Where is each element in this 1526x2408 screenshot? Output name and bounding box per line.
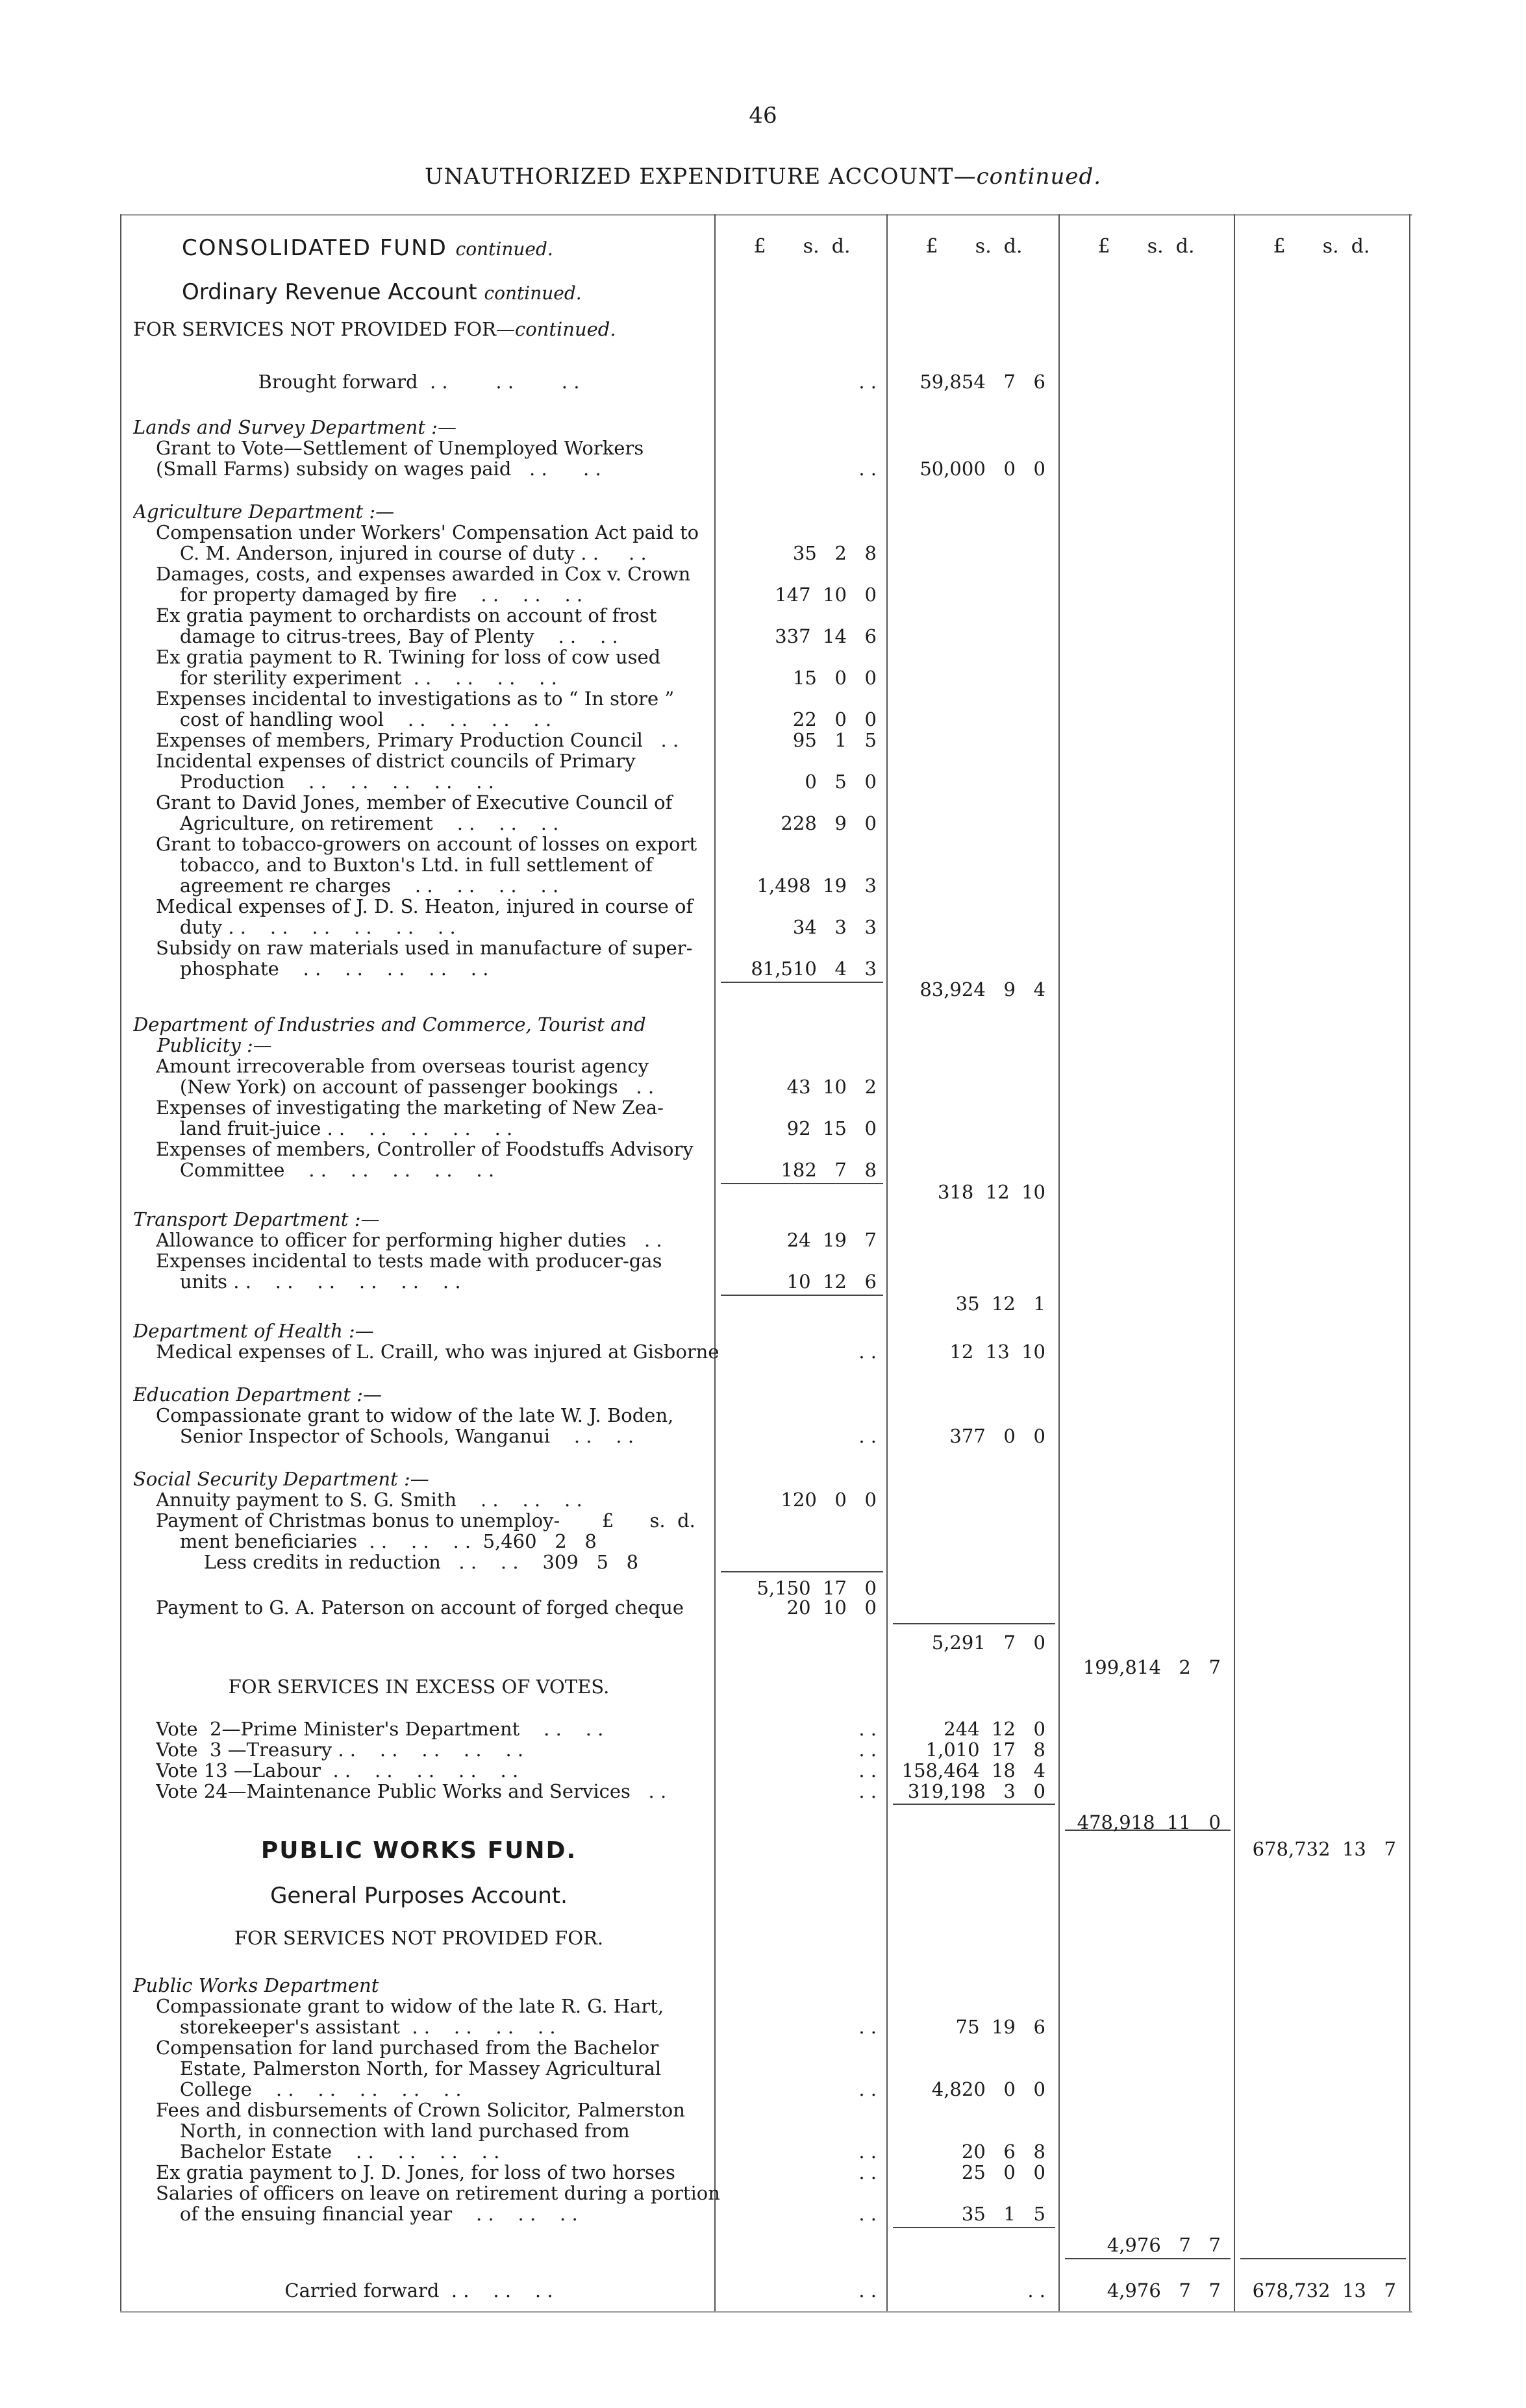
column-header-2: £ s. d. [925, 235, 1023, 258]
ledger-row [0, 583, 1526, 606]
row-description: of the ensuing financial year . . . . . . [156, 2203, 578, 2225]
subtotal-rule [893, 1804, 1055, 1805]
public-works-heading: PUBLIC WORKS FUND. [260, 1837, 577, 1864]
ledger-row [0, 1249, 1526, 1272]
ledger-row [0, 895, 1526, 918]
ledger-row [0, 1759, 1526, 1782]
amount-c1: . . [858, 2279, 877, 2302]
ledger-row [0, 2015, 1526, 2039]
row-description: Grant to tobacco-growers on account of losses on export [156, 833, 697, 855]
ledger-row [0, 1811, 1526, 1834]
amount-c1: 1,498 19 3 [757, 875, 877, 897]
row-description: Allowance to officer for performing higher duties . . [156, 1229, 662, 1251]
amount-c1: 228 9 0 [781, 812, 877, 834]
amount-c4: 678,732 13 7 [1252, 1838, 1396, 1860]
ledger-row [0, 957, 1526, 980]
account-heading-suffix: continued. [484, 282, 582, 304]
row-description: Compassionate grant to widow of the late W. J. Boden, [156, 1404, 674, 1426]
subtotal-rule [1065, 2258, 1231, 2259]
row-description: Expenses of investigating the marketing of New Zea- [156, 1097, 664, 1119]
column-header-4: £ s. d. [1273, 235, 1370, 258]
subtotal-rule [893, 1623, 1055, 1624]
ledger-row [0, 1550, 1526, 1574]
amount-c1: . . [858, 2078, 877, 2100]
ledger-row [0, 416, 1526, 439]
amount-c1: 35 2 8 [792, 542, 877, 564]
row-description: FOR SERVICES IN EXCESS OF VOTES. [228, 1676, 610, 1698]
row-description: Production . . . . . . . . . . [156, 771, 494, 793]
ledger-row [0, 749, 1526, 773]
amount-c1: 43 10 2 [786, 1076, 877, 1098]
row-description: Publicity :— [133, 1034, 272, 1056]
ledger-row [0, 1488, 1526, 1511]
row-description: phosphate . . . . . . . . . . [156, 958, 489, 980]
row-description: duty . . . . . . . . . . . . [156, 916, 456, 938]
row-description: Agriculture Department :— [133, 501, 395, 523]
ledger-row [0, 2161, 1526, 2184]
ledger-row [0, 1974, 1526, 1997]
ledger-row [0, 936, 1526, 960]
amount-c1: 92 15 0 [786, 1117, 877, 1139]
row-description: Expenses of members, Controller of Foodstuffs Advisory [156, 1138, 694, 1160]
row-description: Less credits in reduction . . . . 309 5 8 [156, 1551, 639, 1573]
amount-c1: 22 0 0 [792, 708, 877, 730]
amount-c2: 158,464 18 4 [901, 1759, 1045, 1781]
ledger-row [0, 791, 1526, 814]
ledger-row [0, 521, 1526, 544]
ledger-row [0, 2233, 1526, 2257]
row-description: Vote 3 —Treasury . . . . . . . . . . [156, 1739, 524, 1761]
ledger-row [0, 812, 1526, 835]
row-description: Payment to G. A. Paterson on account of forged cheque [156, 1596, 684, 1619]
account-heading-text: Ordinary Revenue Account [182, 279, 477, 305]
page-number: 46 [749, 103, 777, 129]
ledger-row [0, 915, 1526, 939]
amount-c2: 35 1 5 [961, 2203, 1045, 2225]
ledger-row [0, 1383, 1526, 1406]
row-description: Ex gratia payment to orchardists on account of frost [156, 604, 657, 627]
ledger-row [0, 436, 1526, 460]
amount-c2: 5,291 7 0 [931, 1632, 1045, 1654]
row-description: units . . . . . . . . . . . . [156, 1271, 461, 1293]
services-heading-text: FOR SERVICES NOT PROVIDED FOR [133, 318, 496, 340]
amount-c3: 4,976 7 7 [1107, 2279, 1221, 2302]
row-description: Expenses of members, Primary Production Council . . [156, 729, 679, 751]
ledger-row [0, 1717, 1526, 1741]
row-description: North, in connection with land purchased from [156, 2120, 630, 2142]
ledger-row [0, 2181, 1526, 2205]
ledger-row [0, 2279, 1526, 2302]
row-description: Expenses incidental to tests made with producer-gas [156, 1250, 662, 1272]
title-suffix: —continued. [953, 164, 1102, 190]
ledger-row [0, 1631, 1526, 1654]
amount-c1: . . [858, 1718, 877, 1740]
amount-c3: 199,814 2 7 [1082, 1656, 1221, 1678]
ledger-row [0, 708, 1526, 731]
row-description: Vote 24—Maintenance Public Works and Services . . [156, 1780, 667, 1802]
row-description: Lands and Survey Department :— [133, 416, 457, 438]
ledger-row [0, 1596, 1526, 1619]
row-description: Incidental expenses of district councils of Primary [156, 750, 636, 772]
amount-c1: 15 0 0 [792, 667, 877, 689]
ledger-row [0, 1467, 1526, 1491]
row-description: Salaries of officers on leave on retirement during a portion [156, 2182, 720, 2204]
row-description: for property damaged by fire . . . . . . [156, 584, 583, 606]
ledger-row [0, 853, 1526, 876]
amount-c2: 75 19 6 [955, 2016, 1045, 2038]
amount-c1: 10 12 6 [786, 1271, 877, 1293]
row-description: College . . . . . . . . . . [156, 2078, 462, 2100]
row-description: Department of Industries and Commerce, Tourist and [133, 1013, 646, 1036]
amount-c1: 5,150 17 0 [757, 1577, 877, 1599]
row-description: Amount irrecoverable from overseas tourist agency [156, 1055, 649, 1077]
row-description: Ex gratia payment to J. D. Jones, for loss of two horses [156, 2161, 675, 2183]
fund-heading-text: CONSOLIDATED FUND [182, 235, 447, 261]
ledger-row [0, 1054, 1526, 1078]
general-purposes-heading: General Purposes Account. [270, 1883, 568, 1909]
ledger-row [0, 1034, 1526, 1057]
ledger-row [0, 1270, 1526, 1293]
ledger-row [0, 2078, 1526, 2101]
amount-c1: . . [858, 1425, 877, 1447]
row-description: Grant to Vote—Settlement of Unemployed Workers [156, 437, 644, 459]
page-title [0, 164, 1526, 190]
row-description: Ex gratia payment to R. Twining for loss of cow used [156, 646, 661, 668]
row-description: agreement re charges . . . . . . . . [156, 875, 559, 897]
row-description: Public Works Department [133, 1974, 379, 1996]
amount-c2: 35 12 1 [955, 1293, 1045, 1315]
row-description: (Small Farms) subsidy on wages paid . . . . [156, 458, 601, 480]
fund-heading [182, 235, 553, 261]
amount-c2: 319,198 3 0 [907, 1780, 1045, 1802]
row-description: Payment of Christmas bonus to unemploy- £ s. d. [156, 1509, 695, 1532]
amount-c3: 4,976 7 7 [1107, 2234, 1221, 2256]
ledger-row [0, 457, 1526, 480]
row-description: Subsidy on raw materials used in manufacture of super- [156, 937, 693, 959]
amount-c2: 12 13 10 [949, 1341, 1045, 1363]
amount-c1: 81,510 4 3 [751, 958, 877, 980]
amount-c2: 318 12 10 [937, 1181, 1045, 1203]
ledger-row [0, 1424, 1526, 1448]
amount-c3: 478,918 11 0 [1077, 1811, 1221, 1833]
row-description: tobacco, and to Buxton's Ltd. in full settlement of [156, 854, 653, 876]
row-description: cost of handling wool . . . . . . . . [156, 708, 552, 730]
amount-c2: 25 0 0 [961, 2161, 1045, 2183]
amount-c1: 147 10 0 [775, 584, 877, 606]
ledger-row [0, 1319, 1526, 1343]
row-description: Senior Inspector of Schools, Wanganui . . . . [156, 1425, 634, 1447]
title-text: UNAUTHORIZED EXPENDITURE ACCOUNT [424, 164, 954, 190]
amount-c2: . . [1027, 2279, 1045, 2302]
ledger-row [0, 1675, 1526, 1698]
ledger-row [0, 370, 1526, 393]
amount-c2: 20 6 8 [961, 2141, 1045, 2163]
row-description: Compensation for land purchased from the Bachelor [156, 2037, 659, 2059]
amount-c1: 20 10 0 [786, 1596, 877, 1619]
row-description: Grant to David Jones, member of Executive Council of [156, 791, 673, 813]
row-description: for sterility experiment . . . . . . . . [156, 667, 557, 689]
row-description: C. M. Anderson, injured in course of duty . . . . [156, 542, 647, 564]
ledger-row [0, 625, 1526, 648]
amount-c4: 678,732 13 7 [1252, 2279, 1396, 2302]
ledger-row [0, 1013, 1526, 1036]
ledger-row [0, 978, 1526, 1001]
fund-heading-suffix: continued. [455, 238, 553, 260]
ledger-row [0, 1228, 1526, 1252]
amount-c2: 83,924 9 4 [919, 978, 1045, 1000]
row-description: Education Department :— [133, 1384, 382, 1406]
amount-c1: . . [858, 2016, 877, 2038]
row-description: Medical expenses of L. Craill, who was injured at Gisborne [156, 1341, 719, 1363]
ledger-row [0, 1180, 1526, 1204]
ledger-row [0, 1158, 1526, 1182]
services-heading [133, 318, 616, 340]
amount-c1: 24 19 7 [786, 1229, 877, 1251]
ledger-row [0, 1780, 1526, 1803]
row-description: Social Security Department :— [133, 1468, 429, 1490]
amount-c2: 4,820 0 0 [931, 2078, 1045, 2100]
ledger-row [0, 832, 1526, 856]
ledger-row [0, 604, 1526, 627]
ledger-row [0, 2119, 1526, 2142]
ledger-row [0, 500, 1526, 523]
amount-c1: 34 3 3 [792, 916, 877, 938]
row-description: Agriculture, on retirement . . . . . . [156, 812, 559, 834]
row-description: damage to citrus-trees, Bay of Plenty . . . . [156, 625, 618, 647]
amount-c2: 377 0 0 [949, 1425, 1045, 1447]
row-description: land fruit-juice . . . . . . . . . . [156, 1117, 513, 1139]
amount-c1: 182 7 8 [781, 1159, 877, 1181]
amount-c2: 59,854 7 6 [919, 371, 1045, 393]
amount-c1: . . [858, 2141, 877, 2163]
ledger-row [0, 1096, 1526, 1119]
amount-c2: 50,000 0 0 [919, 458, 1045, 480]
ledger-row [0, 1117, 1526, 1140]
row-description: Medical expenses of J. D. S. Heaton, injured in course of [156, 895, 694, 917]
row-description: Compensation under Workers' Compensation Act paid to [156, 521, 699, 543]
row-description: (New York) on account of passenger bookings . . [156, 1076, 655, 1098]
services-heading-suffix: —continued. [495, 318, 616, 340]
row-description: Expenses incidental to investigations as to “ In store ” [156, 688, 675, 710]
ledger-row [0, 1530, 1526, 1553]
ledger-row [0, 645, 1526, 669]
amount-c1: 120 0 0 [781, 1489, 877, 1511]
subtotal-rule [893, 2227, 1055, 2228]
ledger-row [0, 562, 1526, 586]
row-description: Annuity payment to S. G. Smith . . . . . . [156, 1489, 582, 1511]
ledger-row [0, 1208, 1526, 1231]
row-description: Brought forward . . . . . . [258, 371, 580, 393]
ledger-row [0, 2140, 1526, 2163]
column-header-1: £ s. d. [753, 235, 851, 258]
ledger-row [0, 1075, 1526, 1098]
amount-c2: 244 12 0 [944, 1718, 1045, 1740]
row-description: Fees and disbursements of Crown Solicitor, Palmerston [156, 2099, 685, 2121]
row-description: Vote 13 —Labour . . . . . . . . . . [156, 1759, 519, 1781]
row-description: storekeeper's assistant . . . . . . . . [156, 2016, 556, 2038]
table-bottom-rule [120, 2311, 1412, 2313]
row-description: Damages, costs, and expenses awarded in Cox v. Crown [156, 563, 691, 585]
amount-c1: . . [858, 1759, 877, 1781]
row-description: Compassionate grant to widow of the late R. G. Hart, [156, 1995, 664, 2017]
ledger-row [0, 1292, 1526, 1315]
column-header-3: £ s. d. [1097, 235, 1195, 258]
amount-c1: . . [858, 371, 877, 393]
amount-c1: . . [858, 2161, 877, 2183]
amount-c1: 337 14 6 [775, 625, 877, 647]
table-top-rule [120, 214, 1412, 216]
row-description: Transport Department :— [133, 1208, 380, 1230]
amount-c1: 0 5 0 [805, 771, 877, 793]
ledger-row [0, 2098, 1526, 2122]
ledger-row [0, 666, 1526, 689]
ledger-row [0, 1404, 1526, 1427]
ledger-row [0, 1837, 1526, 1861]
ledger-row [0, 728, 1526, 752]
ledger-row [0, 874, 1526, 897]
ledger-row [0, 1137, 1526, 1161]
ledger-row [0, 541, 1526, 565]
ledger-row [0, 1994, 1526, 2018]
row-description: Committee . . . . . . . . . . [156, 1159, 495, 1181]
amount-c2: 1,010 17 8 [925, 1739, 1045, 1761]
ledger-row [0, 1340, 1526, 1363]
account-heading [182, 279, 582, 305]
amount-c1: 95 1 5 [792, 729, 877, 751]
ledger-row [0, 2036, 1526, 2059]
row-description: Carried forward . . . . . . [284, 2279, 553, 2302]
subtotal-rule [1240, 2258, 1406, 2259]
row-description: Department of Health :— [133, 1320, 374, 1342]
ledger-row [0, 1509, 1526, 1532]
amount-c1: . . [858, 1780, 877, 1802]
ledger-row [0, 687, 1526, 710]
amount-c1: . . [858, 458, 877, 480]
row-description: ment beneficiaries . . . . . . 5,460 2 8 [156, 1530, 597, 1552]
amount-c1: . . [858, 2203, 877, 2225]
row-description: Estate, Palmerston North, for Massey Agricultural [156, 2057, 662, 2079]
services-not-provided-heading: FOR SERVICES NOT PROVIDED FOR. [234, 1927, 604, 1949]
row-description: Vote 2—Prime Minister's Department . . . . [156, 1718, 604, 1740]
ledger-row [0, 770, 1526, 793]
ledger-row [0, 2202, 1526, 2226]
ledger-row [0, 1738, 1526, 1761]
amount-c1: . . [858, 1341, 877, 1363]
row-description: Bachelor Estate . . . . . . . . [156, 2141, 500, 2163]
ledger-row [0, 2057, 1526, 2080]
amount-c1: . . [858, 1739, 877, 1761]
